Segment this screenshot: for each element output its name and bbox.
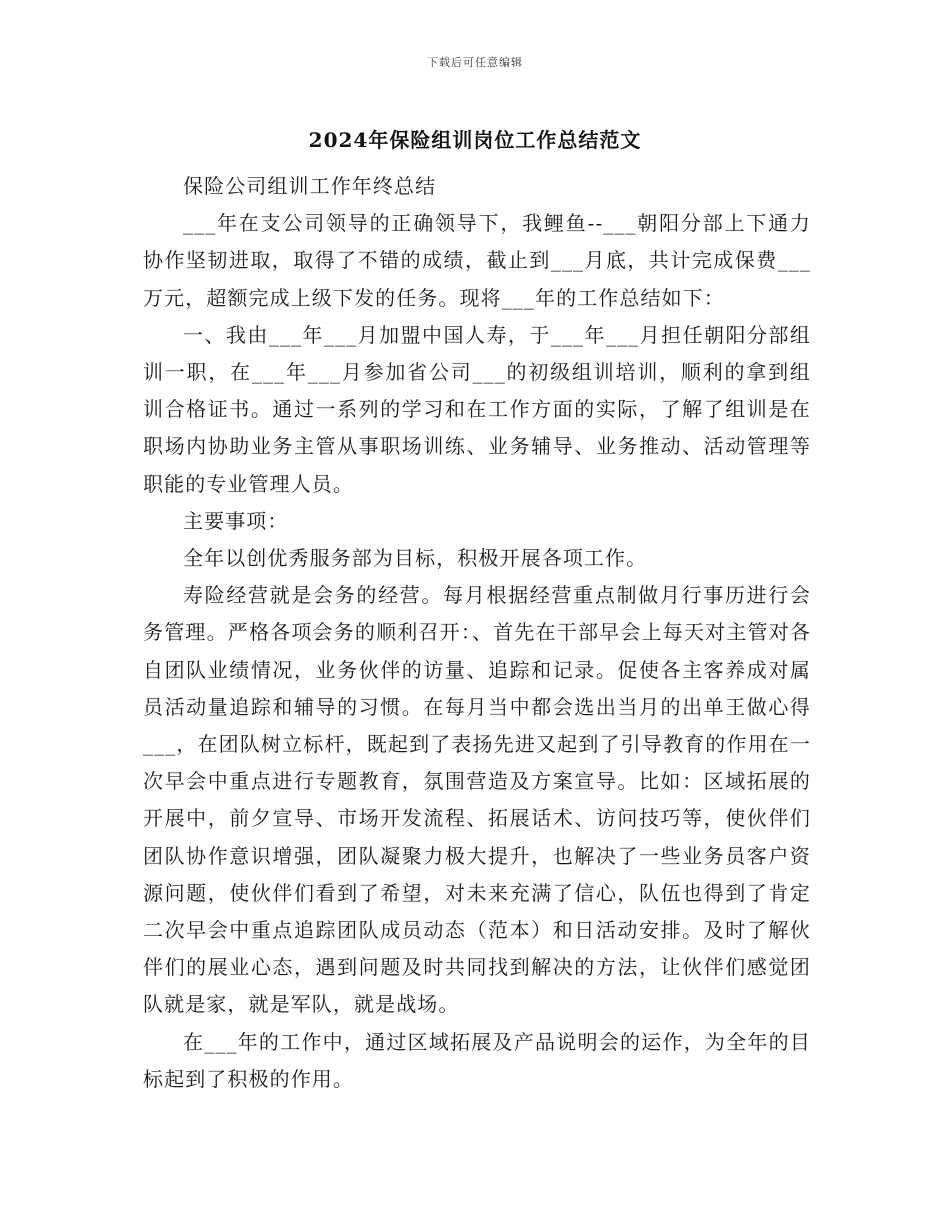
header-note: 下载后可任意编辑 — [427, 56, 523, 69]
paragraph-intro: ___年在支公司领导的正确领导下，我鲤鱼--___朝阳分部上下通力协作坚韧进取，取得了不错的成绩，截止到___月底，共计完成保费___万元，超额完成上级下发的任务。现将___年的工作总结如下： — [143, 211, 811, 310]
paragraph-meetings: 寿险经营就是会务的经营。每月根据经营重点制做月行事历进行会务管理。严格各项会务的顺利召开：、首先在干部早会上每天对主管对各自团队业绩情况，业务伙伴的访量、追踪和记录。促使各主客养成对属员活动量追踪和辅导的习惯。在每月当中都会选出当月的出单王做心得___，在团队树立标杆，既起到了表扬先进又起到了引导教育的作用在一次早会中重点进行专题教育，氛围营造及方案宣导。比如：区域拓展的开展中，前夕宣导、市场开发流程、拓展话术、访问技巧等，使伙伴们团队协作意识增强，团队凝聚力极大提升，也解决了一些业务员客户资源问题，使伙伴们看到了希望，对未来充满了信心，队伍也得到了肯定二次早会中重点追踪团队成员动态（范本）和日活动安排。及时了解伙伴们的展业心态，遇到问题及时共同找到解决的方法，让伙伴们感觉团队就是家，就是军队，就是战场。 — [143, 583, 811, 1017]
paragraph-goal: 全年以创优秀服务部为目标，积极开展各项工作。 — [183, 546, 648, 571]
paragraph-section-one: 一、我由___年___月加盟中国人寿，于___年___月担任朝阳分部组训一职，在___年___月参加省公司___的初级组训培训，顺利的拿到组训合格证书。通过一系列的学习和在工作方面的实际，了解了组训是在职场内协助业务主管从事职场训练、业务辅导、业务推动、活动管理等职能的专业管理人员。 — [143, 322, 811, 496]
document-title: 2024年保险组训岗位工作总结范文 — [308, 128, 642, 152]
document-body — [143, 168, 811, 1098]
paragraph-main-items-heading: 主要事项： — [183, 508, 289, 533]
paragraph-subtitle: 保险公司组训工作年终总结 — [183, 174, 437, 198]
paragraph-conclusion: 在___年的工作中，通过区域拓展及产品说明会的运作，为全年的目标起到了积极的作用。 — [143, 1029, 811, 1091]
